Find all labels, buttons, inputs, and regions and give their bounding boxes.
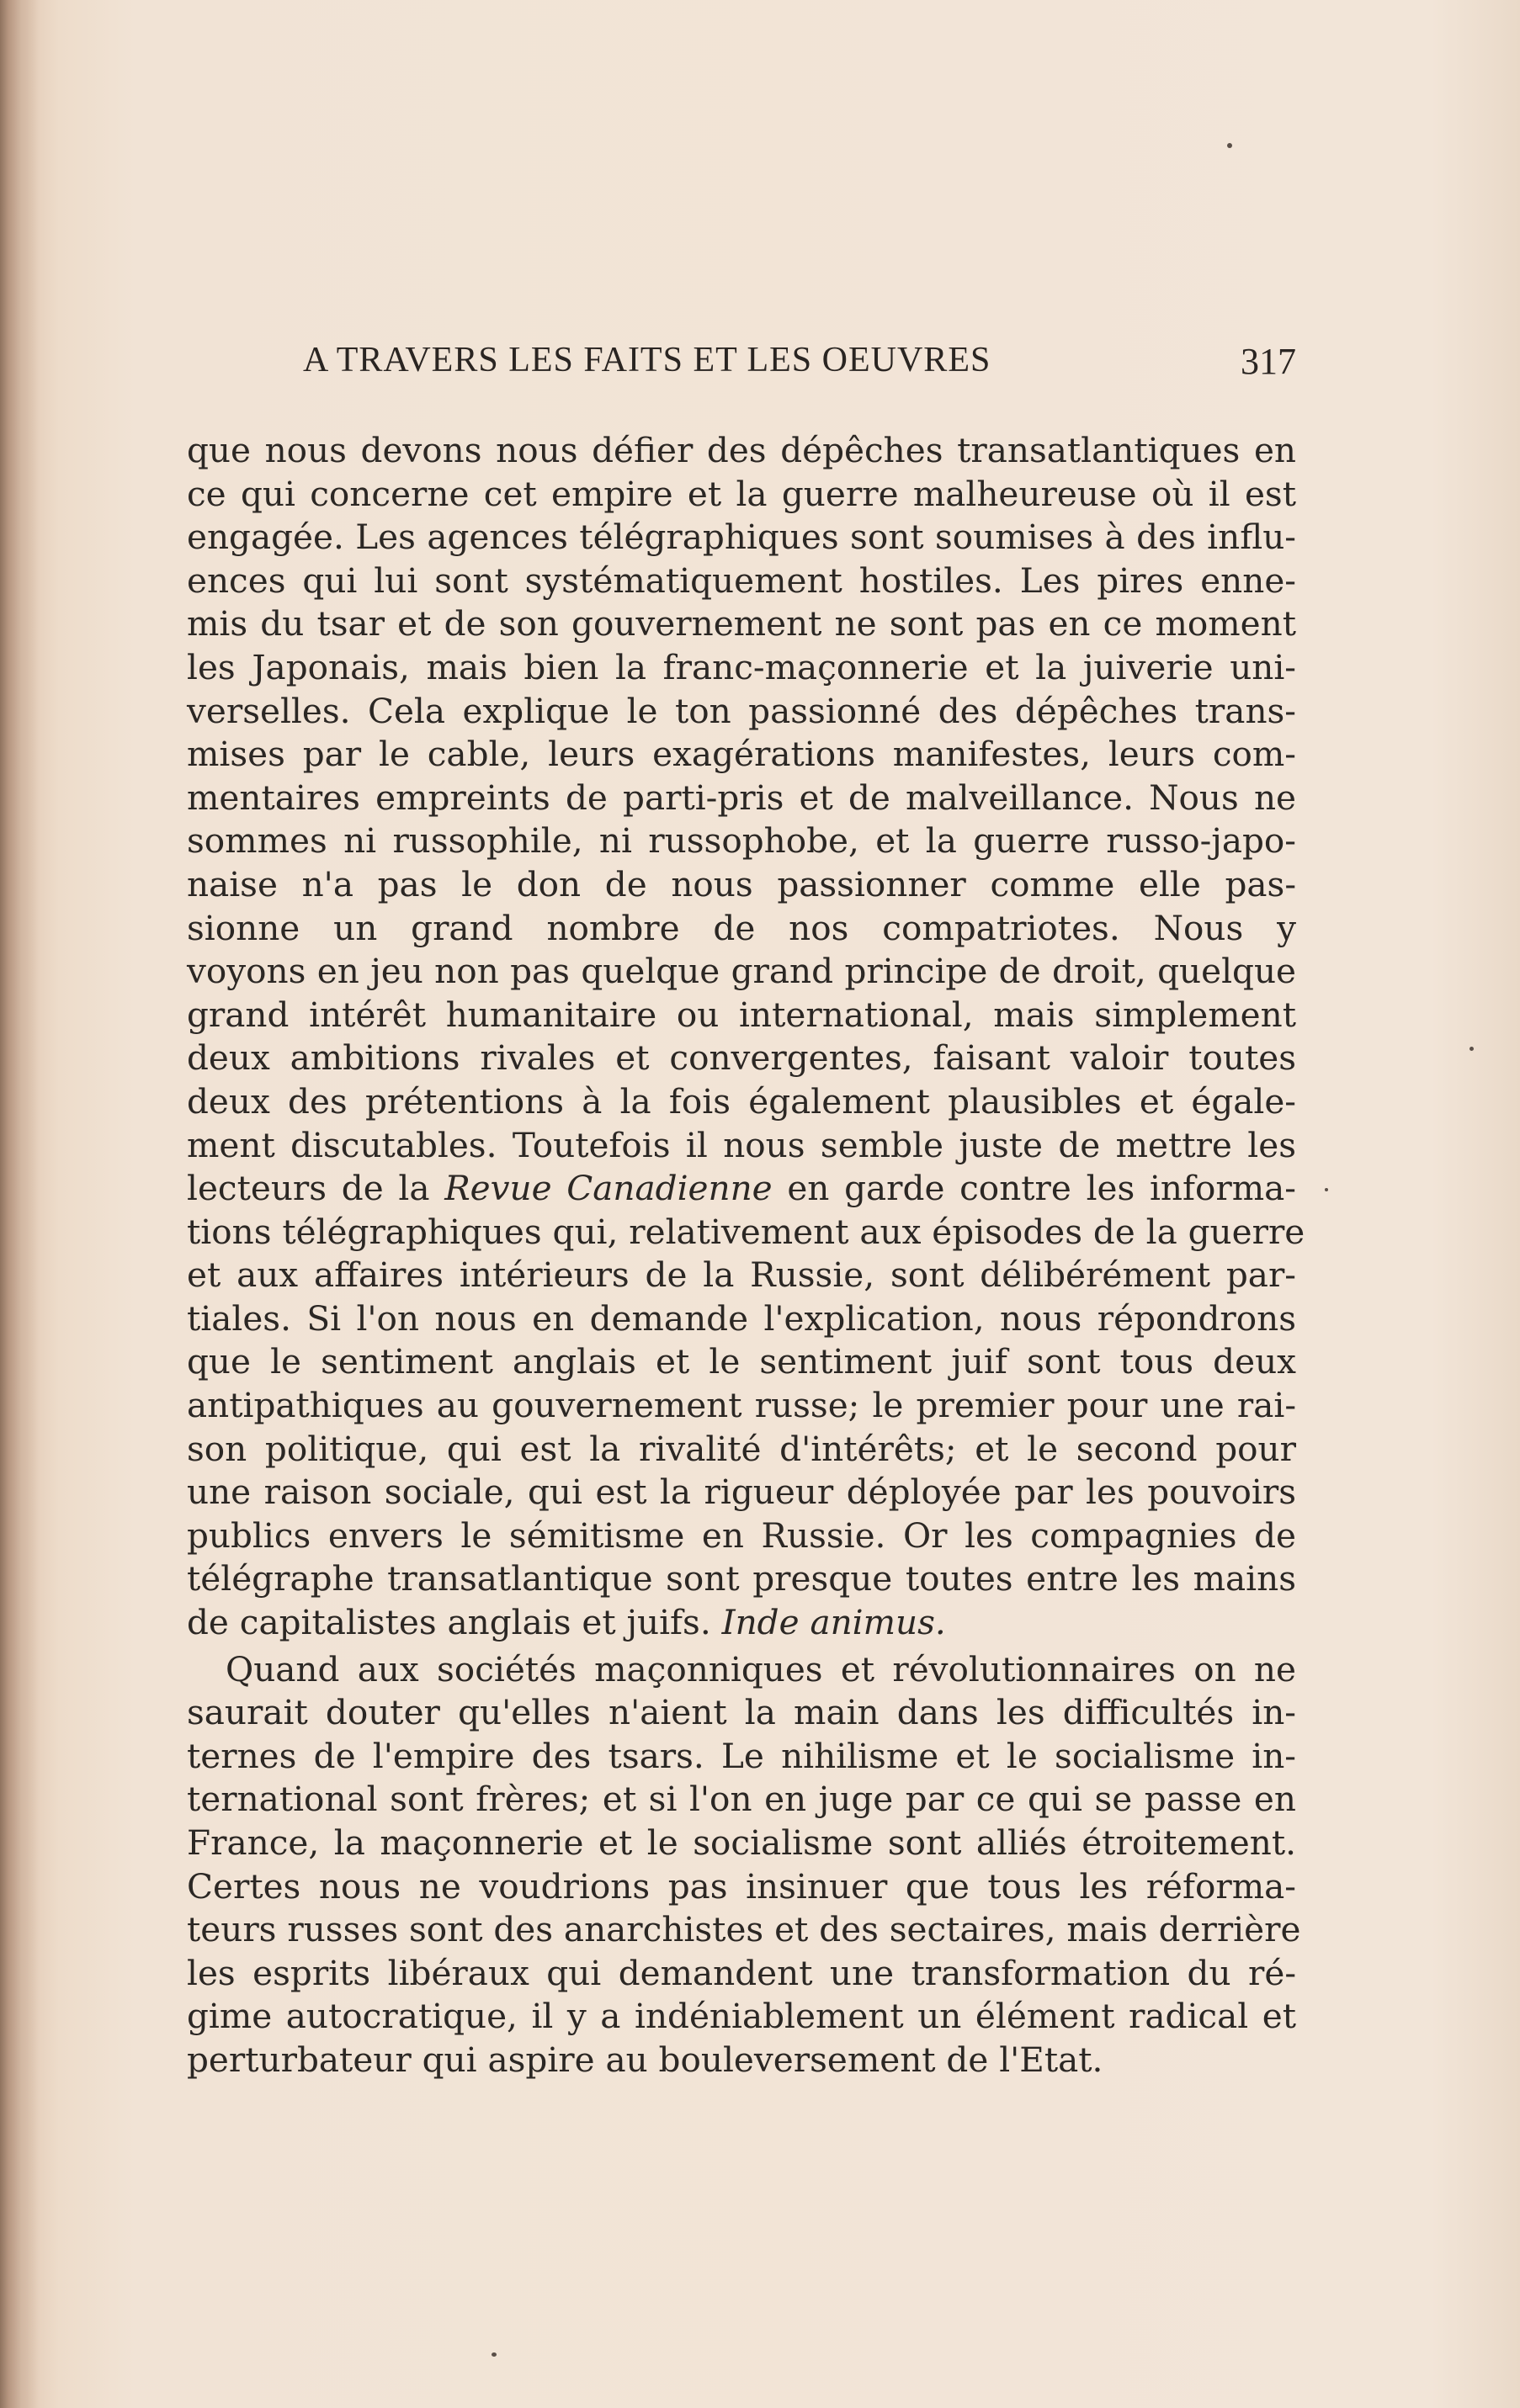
text-line-with-journal-title [187, 1167, 1296, 1211]
text-line: grand intérêt humanitaire ou international, mais simplement [187, 994, 1296, 1035]
text-line: Quand aux sociétés maçonniques et révolutionnaires on ne [226, 1648, 1296, 1689]
page-number: 317 [1241, 341, 1296, 382]
text-line: tiales. Si l'on nous en demande l'explication, nous répondrons [187, 1297, 1296, 1339]
text-line: ences qui lui sont systématiquement hostiles. Les pires enne- [187, 560, 1296, 601]
text-line: saurait douter qu'elles n'aient la main dans les difficultés in- [187, 1692, 1296, 1733]
text-line: deux ambitions rivales et convergentes, faisant valoir toutes [187, 1037, 1296, 1079]
paper-speck [1325, 1188, 1328, 1191]
text-line: mentaires empreints de parti-pris et de malveillance. Nous ne [187, 777, 1296, 818]
text-line: une raison sociale, qui est la rigueur déployée par les pouvoirs [187, 1472, 1296, 1513]
text-line: mis du tsar et de son gouvernement ne sont pas en ce moment [187, 603, 1296, 644]
paragraph-last-line [187, 1601, 1296, 1645]
line-suffix: en garde contre les informa- [787, 1168, 1296, 1209]
text-line: télégraphe transatlantique sont presque toutes entre les mains [187, 1558, 1296, 1599]
text-line: publics envers le sémitisme en Russie. Or les compagnies de [187, 1514, 1296, 1556]
text-line: sommes ni russophile, ni russophobe, et la guerre russo-japo- [187, 820, 1296, 862]
text-line: deux des prétentions à la fois également plausibles et égale- [187, 1080, 1296, 1122]
text-line: perturbateur qui aspire au bouleversement de l'Etat. [187, 2039, 1103, 2080]
text-line: tions télégraphiques qui, relativement aux épisodes de la guerre [187, 1211, 1305, 1252]
latin-phrase: Inde animus. [721, 1602, 946, 1643]
text-line: voyons en jeu non pas quelque grand principe de droit, quelque [187, 951, 1296, 992]
text-line: ternes de l'empire des tsars. Le nihilisme et le socialisme in- [187, 1735, 1296, 1776]
text-line: teurs russes sont des anarchistes et des sectaires, mais derrière [187, 1909, 1301, 1950]
journal-title: Revue Canadienne [444, 1168, 773, 1209]
paper-speck [1470, 1047, 1474, 1051]
text-line: engagée. Les agences télégraphiques sont soumises à des influ- [187, 517, 1296, 558]
text-line: les Japonais, mais bien la franc-maçonnerie et la juiverie uni- [187, 646, 1296, 687]
text-line: naise n'a pas le don de nous passionner comme elle pas- [187, 863, 1296, 904]
running-title: A TRAVERS LES FAITS ET LES OEUVRES [303, 341, 991, 379]
paper-speck [492, 2352, 497, 2357]
text-line: sionne un grand nombre de nos compatriotes. Nous y [187, 907, 1296, 948]
running-head [303, 340, 1296, 387]
text-line: que le sentiment anglais et le sentiment juif sont tous deux [187, 1341, 1296, 1382]
text-line: gime autocratique, il y a indéniablement un élément radical et [187, 1996, 1296, 2037]
text-line: et aux affaires intérieurs de la Russie, sont délibérément par- [187, 1254, 1296, 1296]
text-line: Certes nous ne voudrions pas insinuer que tous les réforma- [187, 1865, 1296, 1907]
text-line: que nous devons nous défier des dépêches transatlantiques en [187, 430, 1296, 470]
text-line: verselles. Cela explique le ton passionné des dépêches trans- [187, 690, 1296, 731]
body-text [187, 429, 1305, 2082]
text-line: ternational sont frères; et si l'on en juge par ce qui se passe en [187, 1779, 1296, 1820]
page-gutter-shadow [0, 0, 39, 2408]
text-line: France, la maçonnerie et le socialisme sont alliés étroitement. [187, 1822, 1296, 1863]
line-text: de capitalistes anglais et juifs. [187, 1602, 711, 1643]
paper-speck [1227, 143, 1232, 148]
text-line: antipathiques au gouvernement russe; le premier pour une rai- [187, 1385, 1296, 1426]
text-line: son politique, qui est la rivalité d'intérêts; et le second pour [187, 1428, 1296, 1469]
line-prefix: lecteurs de la [187, 1168, 430, 1209]
text-line: ce qui concerne cet empire et la guerre malheureuse où il est [187, 473, 1296, 514]
text-line: mises par le cable, leurs exagérations manifestes, leurs com- [187, 734, 1296, 775]
text-line: ment discutables. Toutefois il nous semble juste de mettre les [187, 1124, 1296, 1165]
text-line: les esprits libéraux qui demandent une transformation du ré- [187, 1952, 1296, 1993]
